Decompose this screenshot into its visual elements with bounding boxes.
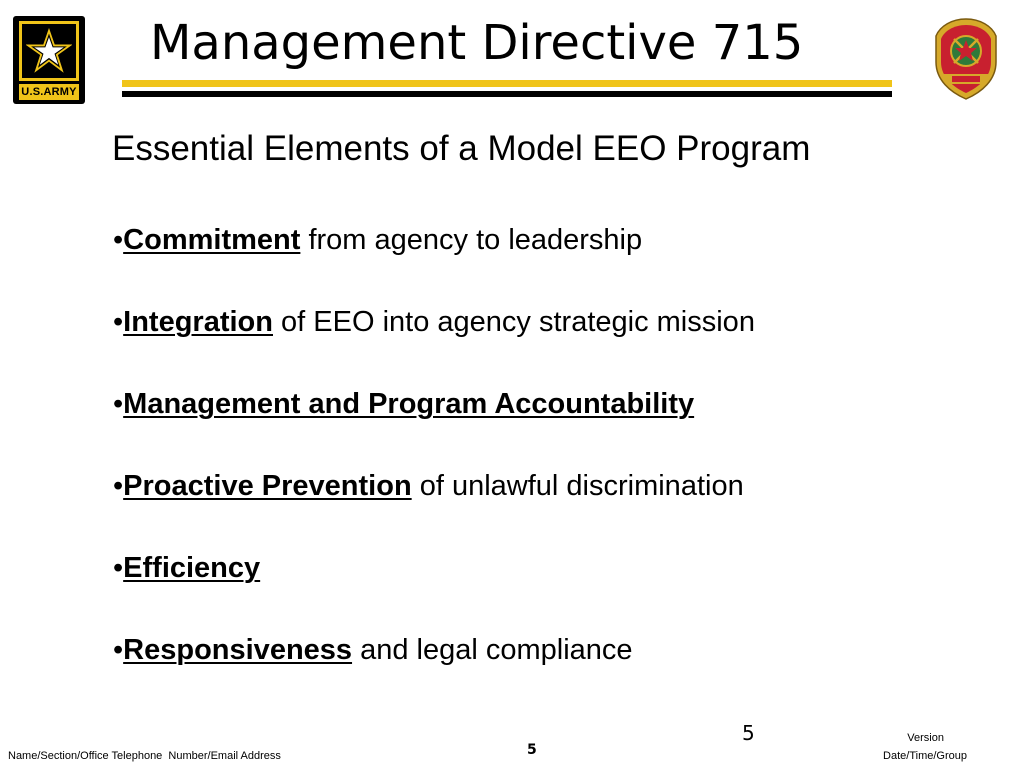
footer-date-time-group: Date/Time/Group: [883, 750, 967, 762]
list-item: [113, 550, 755, 632]
section-heading: Essential Elements of a Model EEO Program: [112, 129, 811, 168]
footer-contact: Name/Section/Office Telephone Number/Email Address: [8, 750, 281, 762]
element-description: of unlawful discrimination: [411, 470, 744, 502]
footer-page-number: 5: [527, 742, 537, 758]
star-icon: [19, 21, 79, 81]
list-item: [113, 304, 755, 386]
element-description: and legal compliance: [352, 634, 633, 666]
slide-number: 5: [742, 721, 755, 745]
title-rule-gold: [122, 80, 892, 87]
slide-title: Management Directive 715: [150, 15, 804, 71]
title-rule-black: [122, 91, 892, 97]
elements-list: [113, 222, 755, 714]
element-key-commitment: Commitment: [123, 224, 301, 256]
footer-version: Version: [907, 732, 944, 744]
bullet-icon: •: [113, 552, 124, 584]
element-key-accountability: Management and Program Accountability: [123, 388, 695, 420]
us-army-logo-text: U.S.ARMY: [19, 84, 79, 100]
element-key-responsiveness: Responsiveness: [123, 634, 353, 666]
element-key-efficiency: Efficiency: [123, 552, 261, 584]
element-description: from agency to leadership: [300, 224, 643, 256]
bullet-icon: •: [113, 634, 124, 666]
element-description: of EEO into agency strategic mission: [273, 306, 755, 338]
list-item: [113, 386, 755, 468]
element-key-integration: Integration: [123, 306, 273, 338]
bullet-icon: •: [113, 306, 124, 338]
bullet-icon: •: [113, 470, 124, 502]
bullet-icon: •: [113, 224, 124, 256]
list-item: [113, 468, 755, 550]
us-army-logo: [14, 17, 84, 103]
list-item: [113, 222, 755, 304]
element-key-proactive-prevention: Proactive Prevention: [123, 470, 412, 502]
list-item: [113, 632, 755, 714]
bullet-icon: •: [113, 388, 124, 420]
unit-insignia-icon: [930, 16, 1002, 102]
